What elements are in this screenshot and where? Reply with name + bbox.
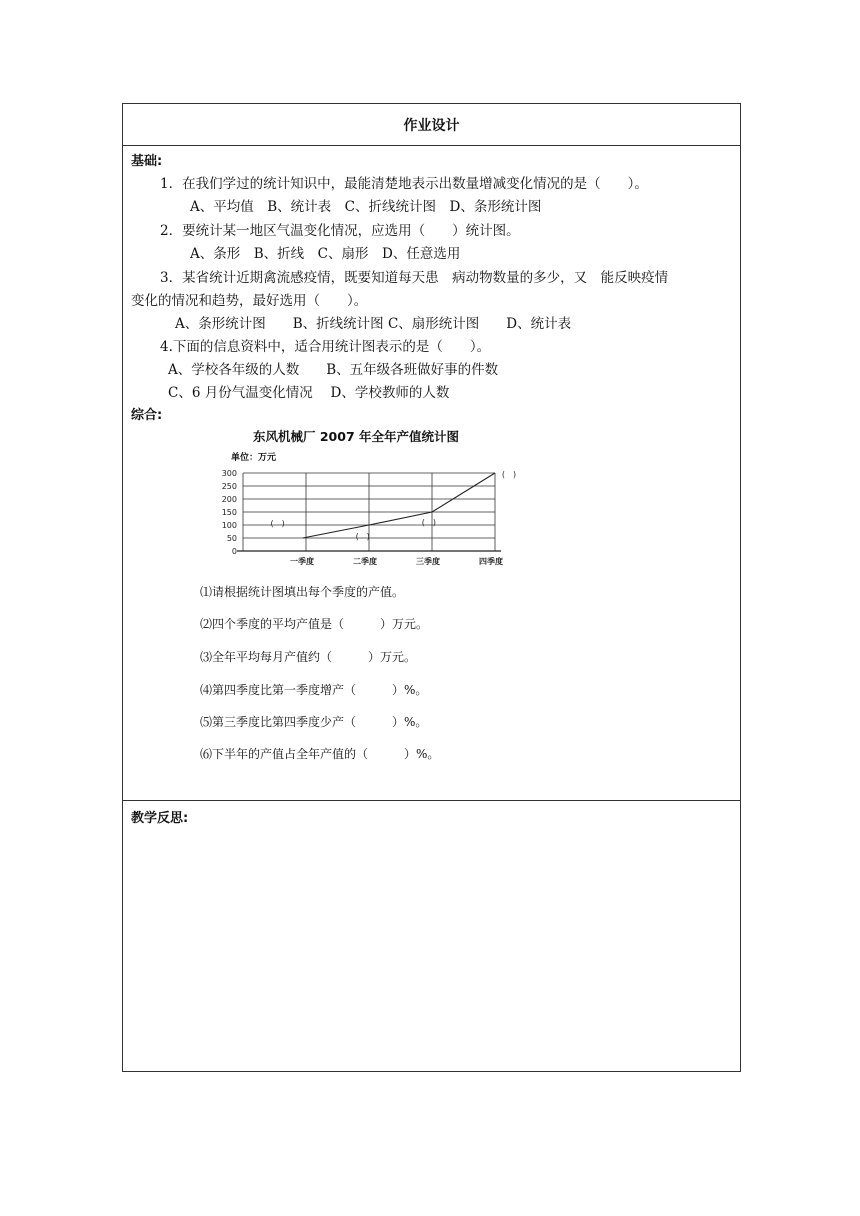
comprehensive-question-3: ⑶全年平均每月产值约（ ）万元。 [200,650,417,664]
question-3-options: A、条形统计图 B、折线统计图 C、扇形统计图 D、统计表 [175,316,572,332]
series-line [303,473,495,538]
comprehensive-question-4: ⑷第四季度比第一季度增产（ ）%。 [200,683,428,697]
comprehensive-heading: 综合: [131,408,163,423]
question-1: 1．在我们学过的统计知识中，最能清楚地表示出数量增减变化情况的是（ ）。 [160,176,648,192]
y-tick-label: 200 [221,495,237,504]
question-3-line-1: 3．某省统计近期禽流感疫情，既要知道每天患 病动物数量的多少，又 能反映疫情 [160,270,669,286]
y-tick-label: 250 [221,482,237,491]
x-tick-label: 三季度 [416,557,440,566]
document-table [122,103,741,1072]
basic-heading: 基础: [131,154,163,169]
y-tick-label: 150 [221,508,237,517]
data-label: ( ) [355,532,370,541]
data-label: ( ) [421,518,436,527]
comprehensive-question-6: ⑹下半年的产值占全年产值的（ ）%。 [200,747,440,761]
x-tick-label: 一季度 [290,557,314,566]
page-title: 作业设计 [123,104,740,146]
question-3-line-2: 变化的情况和趋势，最好选用（ ）。 [131,293,368,309]
x-tick-label: 二季度 [353,557,377,566]
y-tick-label: 50 [226,534,237,543]
reflection-cell [123,801,740,1071]
comprehensive-question-5: ⑸第三季度比第四季度少产（ ）%。 [200,715,428,729]
question-4-options-line-1: A、学校各年级的人数 B、五年级各班做好事的件数 [168,362,499,378]
chart-unit-label: 单位：万元 [231,453,277,463]
question-4-options-line-2: C、6 月份气温变化情况 D、学校教师的人数 [168,385,450,401]
y-tick-label: 0 [231,547,237,556]
y-tick-label: 100 [221,521,237,530]
data-label: ( ) [501,470,517,479]
comprehensive-question-2: ⑵四个季度的平均产值是（ ）万元。 [200,617,429,631]
homework-cell [123,146,740,801]
line-chart [203,464,533,574]
question-4: 4.下面的信息资料中，适合用统计图表示的是（ ）。 [160,339,491,355]
comprehensive-question-1: ⑴请根据统计图填出每个季度的产值。 [200,585,405,599]
question-2-options: A、条形 B、折线 C、扇形 D、任意选用 [190,246,461,262]
chart-title: 东风机械厂 2007 年全年产值统计图 [253,429,459,444]
data-label: ( ) [270,519,285,528]
question-2: 2．要统计某一地区气温变化情况，应选用（ ）统计图。 [160,223,520,239]
question-1-options: A、平均值 B、统计表 C、折线统计图 D、条形统计图 [190,199,542,215]
reflection-heading: 教学反思: [131,811,189,826]
x-tick-label: 四季度 [479,557,503,566]
y-tick-label: 300 [221,469,237,478]
